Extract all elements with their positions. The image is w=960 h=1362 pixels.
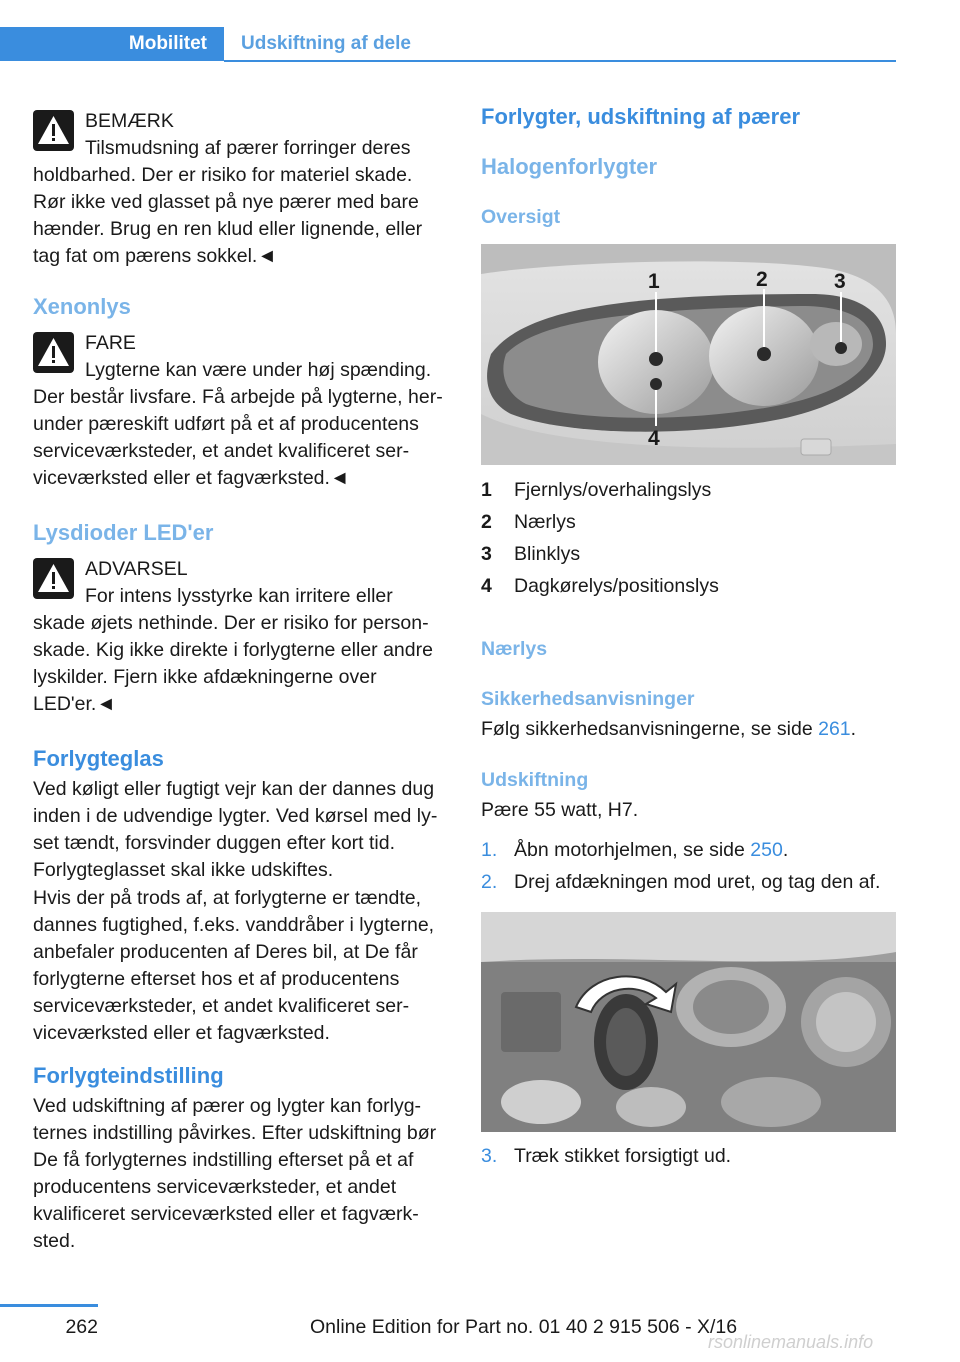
note-text: Tilsmudsning af pærer forringer deres holdbarhed. Der er risiko for materiel skade. Rør ikke ved glasset på nye pærer med bare hænder. Brug en ren klud eller lignende, eller tag fat om pærens sokkel.◄ bbox=[33, 137, 423, 267]
header-rule bbox=[224, 60, 896, 62]
page-link-261[interactable]: 261 bbox=[818, 718, 851, 740]
footer-rule bbox=[0, 1304, 98, 1307]
edition-text: Online Edition for Part no. 01 40 2 915 506 - X/16 bbox=[310, 1316, 738, 1338]
callout-1: 1 bbox=[648, 270, 660, 293]
led-heading: Lysdioder LED'er bbox=[33, 520, 214, 545]
safety-heading: Sikkerhedsanvisninger bbox=[481, 688, 695, 710]
xenon-heading: Xenonlys bbox=[33, 294, 131, 319]
watermark: rsonlinemanuals.info bbox=[708, 1332, 874, 1352]
warning-text: For intens lysstyrke kan irritere eller skade øjets nethinde. Der er risiko for person-skade. Kig ikke direkte i forlygterne eller andre lyskilder. Fjern ikke afdækningerne over LED'er.◄ bbox=[33, 585, 433, 715]
subsection-tab[interactable]: Udskiftning af dele bbox=[241, 33, 411, 54]
glass-paragraph-1: Ved køligt eller fugtigt vejr kan der dannes dug inden i de udvendige lygter. Ved kørsel med ly-set tændt, forsvinder duggen efter kort tid. Forlygteglasset skal ikke udskiftes. bbox=[33, 778, 438, 881]
engine-figure bbox=[481, 912, 896, 1132]
bulb-text: Pære 55 watt, H7. bbox=[481, 799, 639, 821]
list-item: 1. Åbn motorhjelmen, se side 250. bbox=[481, 839, 789, 861]
warning-triangle-icon bbox=[33, 332, 74, 373]
engine-illustration bbox=[481, 912, 896, 1132]
list-item: 3 Blinklys bbox=[481, 543, 581, 565]
warning-triangle-icon bbox=[33, 558, 74, 599]
note-block bbox=[33, 108, 447, 270]
callout-3: 3 bbox=[834, 270, 846, 293]
adjust-heading: Forlygteindstilling bbox=[33, 1063, 224, 1088]
warning-label: ADVARSEL bbox=[85, 558, 188, 580]
glass-heading: Forlygteglas bbox=[33, 746, 164, 771]
steps-list-continued bbox=[481, 1140, 896, 1172]
page-link-250[interactable]: 250 bbox=[750, 839, 783, 861]
list-item: 2. Drej afdækningen mod uret, og tag den af. bbox=[481, 871, 881, 893]
page-header bbox=[0, 27, 896, 63]
note-label: BEMÆRK bbox=[85, 110, 174, 132]
safety-text: Følg sikkerhedsanvisningerne, se side 261. bbox=[481, 718, 857, 740]
danger-block bbox=[33, 330, 447, 492]
list-item: 3. Træk stikket forsigtigt ud. bbox=[481, 1145, 732, 1167]
list-item: 2 Nærlys bbox=[481, 511, 576, 533]
glass-paragraph-2: Hvis der på trods af, at forlygterne er tændte, dannes fugtighed, f.eks. vanddråber i lygterne, anbefaler producenten af Deres bil, at De får forlygterne efterset hos et af producentens serviceværksteder, et andet kvalificeret ser-viceværksted eller et fagværksted. bbox=[33, 887, 435, 1044]
section-tab[interactable]: Mobilitet bbox=[0, 27, 224, 61]
overview-heading: Oversigt bbox=[481, 206, 561, 228]
headlight-figure bbox=[481, 244, 896, 465]
warning-triangle-icon bbox=[33, 110, 74, 151]
callout-2: 2 bbox=[756, 268, 768, 291]
list-item: 1 Fjernlys/overhalingslys bbox=[481, 479, 712, 501]
legend-list bbox=[481, 474, 896, 602]
callout-4: 4 bbox=[648, 427, 660, 450]
halogen-heading: Halogenforlygter bbox=[481, 154, 658, 179]
page-number: 262 bbox=[65, 1316, 98, 1338]
replace-heading: Udskiftning bbox=[481, 769, 589, 791]
danger-label: FARE bbox=[85, 332, 136, 354]
section-title: Forlygter, udskiftning af pærer bbox=[481, 104, 801, 129]
danger-text: Lygterne kan være under høj spænding. Der består livsfare. Få arbejde på lygterne, her-under pæreskift udført på et af producentens serviceværksteder, et andet kvalificeret ser-viceværksted eller et fagværksted.◄ bbox=[33, 359, 443, 489]
adjust-paragraph: Ved udskiftning af pærer og lygter kan forlyg-ternes indstilling påvirkes. Efter udskiftning bør De få forlygternes indstilling efterset på et af producentens serviceværksteder, et andet kvalificeret serviceværksted eller et fagværk-sted. bbox=[33, 1095, 437, 1252]
steps-list bbox=[481, 834, 896, 898]
low-beam-heading: Nærlys bbox=[481, 638, 548, 660]
list-item: 4 Dagkørelys/positionslys bbox=[481, 575, 719, 597]
warning-block bbox=[33, 556, 447, 718]
